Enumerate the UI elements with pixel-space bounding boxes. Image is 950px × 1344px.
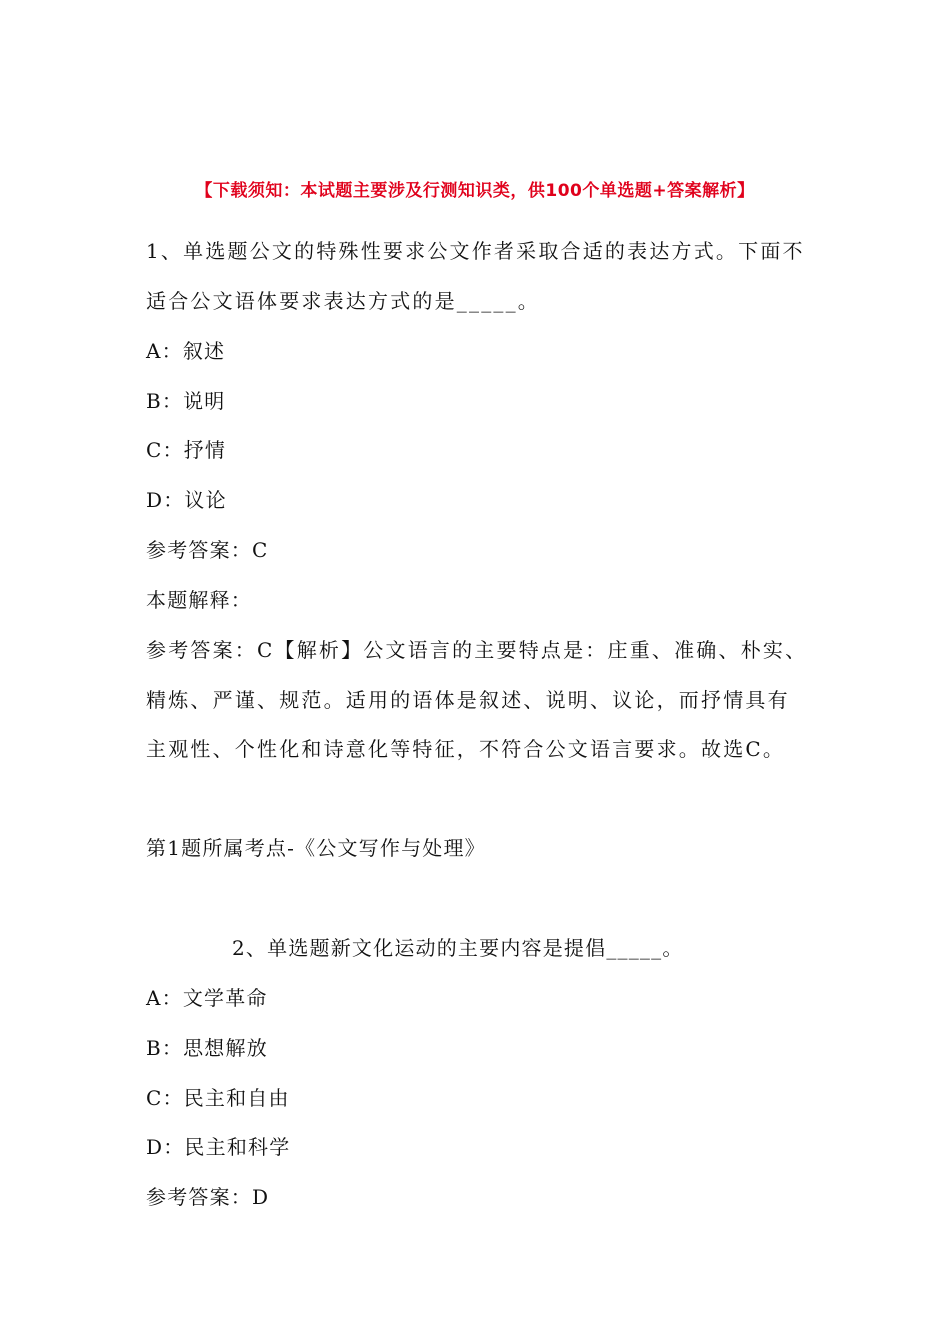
q1-option-a: A：叙述 — [146, 339, 226, 363]
q2-stem: 2、单选题新文化运动的主要内容是提倡_____。 — [232, 936, 684, 960]
q2-option-b: B：思想解放 — [146, 1036, 268, 1060]
q2-option-c: C：民主和自由 — [146, 1086, 290, 1110]
q1-explanation-line1: 参考答案：C【解析】公文语言的主要特点是：庄重、准确、朴实、 — [146, 638, 808, 662]
q1-explanation-line2: 精炼、严谨、规范。适用的语体是叙述、说明、议论，而抒情具有 — [146, 688, 790, 712]
q1-explanation-line3: 主观性、个性化和诗意化等特征，不符合公文语言要求。故选C。 — [146, 737, 786, 761]
q1-option-c: C：抒情 — [146, 438, 227, 462]
q2-option-a: A：文学革命 — [146, 986, 268, 1010]
q2-option-d: D：民主和科学 — [146, 1135, 291, 1159]
q1-answer: 参考答案：C — [146, 538, 269, 562]
q1-topic: 第1题所属考点-《公文写作与处理》 — [146, 836, 486, 860]
q1-stem-line1: 1、单选题公文的特殊性要求公文作者采取合适的表达方式。下面不 — [146, 239, 805, 263]
q1-option-b: B：说明 — [146, 389, 226, 413]
q1-option-d: D：议论 — [146, 488, 227, 512]
download-notice: 【下载须知：本试题主要涉及行测知识类，供100个单选题+答案解析】 — [195, 181, 755, 201]
q1-explanation-label: 本题解释： — [146, 588, 252, 612]
q2-answer: 参考答案：D — [146, 1185, 270, 1209]
q1-stem-line2: 适合公文语体要求表达方式的是_____。 — [146, 289, 540, 313]
